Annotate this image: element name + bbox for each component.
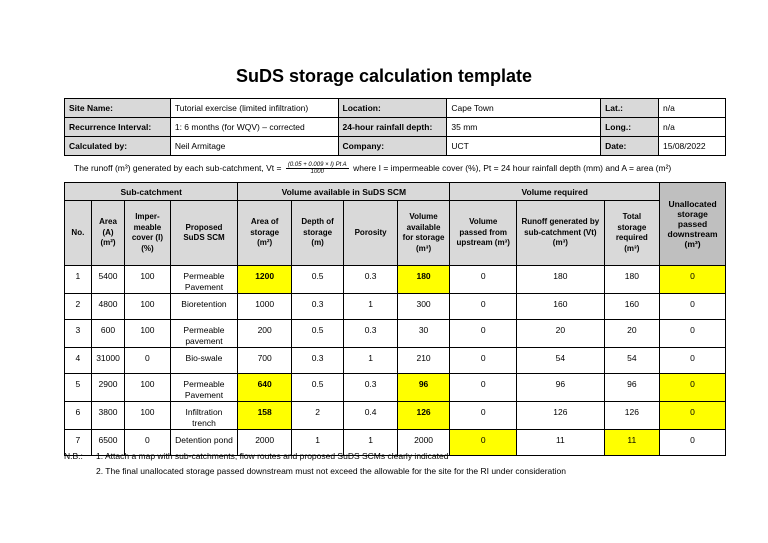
header-porosity: Porosity: [344, 201, 397, 266]
cell-porosity: 0.3: [344, 320, 397, 348]
note-2: 2. The final unallocated storage passed downstream must not exceed the allowable for the site for the RI under consideration: [96, 466, 566, 476]
cell-area: 3800: [91, 402, 125, 430]
header-unallocated-storage: Unallocated storage passed downstream (m³): [660, 183, 726, 266]
cell-area: 6500: [91, 430, 125, 456]
cell-runoff-generated: 54: [517, 348, 604, 374]
cell-area-of-storage: 1200: [238, 266, 291, 294]
cell-depth-of-storage: 0.5: [291, 320, 343, 348]
runoff-formula: [74, 162, 671, 175]
table-row: [65, 348, 726, 374]
cell-porosity: 0.4: [344, 402, 397, 430]
cell-impermeable-cover: 100: [125, 402, 170, 430]
cell-area-of-storage: 2000: [238, 430, 291, 456]
cell-unallocated-storage: 0: [660, 402, 726, 430]
cell-area: 5400: [91, 266, 125, 294]
cell-unallocated-storage: 0: [660, 348, 726, 374]
cell-area-of-storage: 640: [238, 374, 291, 402]
recurrence-label: Recurrence Interval:: [65, 118, 171, 137]
cell-no: 5: [65, 374, 92, 402]
date-value: 15/08/2022: [659, 137, 726, 156]
cell-porosity: 1: [344, 348, 397, 374]
cell-proposed-scm: Permeable Pavement: [170, 374, 238, 402]
cell-depth-of-storage: 1: [291, 430, 343, 456]
long-label: Long.:: [601, 118, 659, 137]
cell-area-of-storage: 200: [238, 320, 291, 348]
cell-volume-passed: 0: [450, 430, 517, 456]
cell-porosity: 1: [344, 294, 397, 320]
cell-depth-of-storage: 2: [291, 402, 343, 430]
cell-total-storage: 180: [604, 266, 660, 294]
table-row: [65, 294, 726, 320]
cell-no: 7: [65, 430, 92, 456]
notes: [64, 449, 566, 479]
site-name-value: Tutorial exercise (limited infiltration): [170, 99, 338, 118]
calculated-value: Neil Armitage: [170, 137, 338, 156]
cell-unallocated-storage: 0: [660, 294, 726, 320]
formula-denominator: 1000: [310, 169, 324, 175]
cell-runoff-generated: 160: [517, 294, 604, 320]
cell-volume-available: 180: [397, 266, 449, 294]
cell-runoff-generated: 20: [517, 320, 604, 348]
cell-porosity: 0.3: [344, 374, 397, 402]
cell-unallocated-storage: 0: [660, 266, 726, 294]
cell-volume-available: 2000: [397, 430, 449, 456]
cell-runoff-generated: 96: [517, 374, 604, 402]
lat-value: n/a: [659, 99, 726, 118]
cell-area: 600: [91, 320, 125, 348]
cell-total-storage: 20: [604, 320, 660, 348]
cell-proposed-scm: Permeable Pavement: [170, 266, 238, 294]
cell-volume-passed: 0: [450, 402, 517, 430]
table-row: [65, 266, 726, 294]
header-total-storage: Total storage required (m³): [604, 201, 660, 266]
cell-impermeable-cover: 100: [125, 266, 170, 294]
cell-volume-available: 126: [397, 402, 449, 430]
group-volume-required: Volume required: [450, 183, 660, 201]
table-body: [65, 266, 726, 456]
storage-calculation-table: [64, 182, 726, 456]
cell-volume-passed: 0: [450, 294, 517, 320]
cell-unallocated-storage: 0: [660, 320, 726, 348]
cell-area-of-storage: 158: [238, 402, 291, 430]
cell-total-storage: 96: [604, 374, 660, 402]
calculated-label: Calculated by:: [65, 137, 171, 156]
formula-numerator: (0.05 + 0.009 × I) Pt A: [287, 162, 347, 168]
cell-proposed-scm: Infiltration trench: [170, 402, 238, 430]
header-no: No.: [65, 201, 92, 266]
header-volume-available: Volume available for storage (m³): [397, 201, 449, 266]
cell-depth-of-storage: 0.5: [291, 266, 343, 294]
cell-runoff-generated: 126: [517, 402, 604, 430]
cell-volume-passed: 0: [450, 348, 517, 374]
cell-area-of-storage: 1000: [238, 294, 291, 320]
group-sub-catchment: Sub-catchment: [65, 183, 238, 201]
header-impermeable-cover: Imper-meable cover (I) (%): [125, 201, 170, 266]
cell-impermeable-cover: 100: [125, 294, 170, 320]
header-volume-passed: Volume passed from upstream (m³): [450, 201, 517, 266]
location-value: Cape Town: [447, 99, 601, 118]
cell-total-storage: 54: [604, 348, 660, 374]
header-proposed-scm: Proposed SuDS SCM: [170, 201, 238, 266]
header-area-of-storage: Area of storage (m²): [238, 201, 291, 266]
cell-runoff-generated: 180: [517, 266, 604, 294]
cell-proposed-scm: Detention pond: [170, 430, 238, 456]
cell-porosity: 1: [344, 430, 397, 456]
cell-volume-available: 210: [397, 348, 449, 374]
site-name-label: Site Name:: [65, 99, 171, 118]
note-1: 1. Attach a map with sub-catchments, flow routes and proposed SuDS SCMs clearly indicated: [96, 451, 449, 461]
cell-no: 2: [65, 294, 92, 320]
rainfall-label: 24-hour rainfall depth:: [338, 118, 447, 137]
formula-fraction: [286, 162, 349, 175]
company-value: UCT: [447, 137, 601, 156]
cell-proposed-scm: Permeable pavement: [170, 320, 238, 348]
cell-volume-passed: 0: [450, 266, 517, 294]
cell-depth-of-storage: 0.5: [291, 374, 343, 402]
header-depth-of-storage: Depth of storage (m): [291, 201, 343, 266]
cell-impermeable-cover: 0: [125, 430, 170, 456]
cell-total-storage: 126: [604, 402, 660, 430]
table-row: [65, 320, 726, 348]
cell-total-storage: 11: [604, 430, 660, 456]
cell-area: 4800: [91, 294, 125, 320]
header-runoff-generated: Runoff generated by sub-catchment (Vt) (m³): [517, 201, 604, 266]
cell-volume-passed: 0: [450, 374, 517, 402]
company-label: Company:: [338, 137, 447, 156]
cell-unallocated-storage: 0: [660, 430, 726, 456]
group-volume-available: Volume available in SuDS SCM: [238, 183, 450, 201]
cell-impermeable-cover: 100: [125, 374, 170, 402]
cell-depth-of-storage: 0.3: [291, 348, 343, 374]
cell-area: 2900: [91, 374, 125, 402]
notes-nb-label: N.B.:: [64, 451, 83, 461]
cell-impermeable-cover: 100: [125, 320, 170, 348]
cell-proposed-scm: Bio-swale: [170, 348, 238, 374]
recurrence-value: 1: 6 months (for WQV) – corrected: [170, 118, 338, 137]
cell-volume-available: 30: [397, 320, 449, 348]
header-area: Area (A) (m²): [91, 201, 125, 266]
formula-prefix: The runoff (m³) generated by each sub-catchment, Vt =: [74, 162, 282, 173]
note-row-2: [64, 464, 566, 479]
cell-runoff-generated: 11: [517, 430, 604, 456]
cell-total-storage: 160: [604, 294, 660, 320]
cell-no: 6: [65, 402, 92, 430]
cell-no: 3: [65, 320, 92, 348]
table-row: [65, 402, 726, 430]
cell-proposed-scm: Bioretention: [170, 294, 238, 320]
lat-label: Lat.:: [601, 99, 659, 118]
long-value: n/a: [659, 118, 726, 137]
table-row: [65, 374, 726, 402]
date-label: Date:: [601, 137, 659, 156]
cell-volume-passed: 0: [450, 320, 517, 348]
cell-depth-of-storage: 0.3: [291, 294, 343, 320]
location-label: Location:: [338, 99, 447, 118]
formula-suffix: where I = impermeable cover (%), Pt = 24 hour rainfall depth (mm) and A = area (m²): [353, 162, 672, 173]
note-row-1: [64, 449, 566, 464]
rainfall-value: 35 mm: [447, 118, 601, 137]
cell-volume-available: 96: [397, 374, 449, 402]
cell-unallocated-storage: 0: [660, 374, 726, 402]
cell-no: 4: [65, 348, 92, 374]
cell-porosity: 0.3: [344, 266, 397, 294]
cell-volume-available: 300: [397, 294, 449, 320]
cell-impermeable-cover: 0: [125, 348, 170, 374]
site-info-table: [64, 98, 726, 156]
cell-no: 1: [65, 266, 92, 294]
cell-area-of-storage: 700: [238, 348, 291, 374]
page-title: SuDS storage calculation template: [235, 66, 533, 86]
cell-area: 31000: [91, 348, 125, 374]
